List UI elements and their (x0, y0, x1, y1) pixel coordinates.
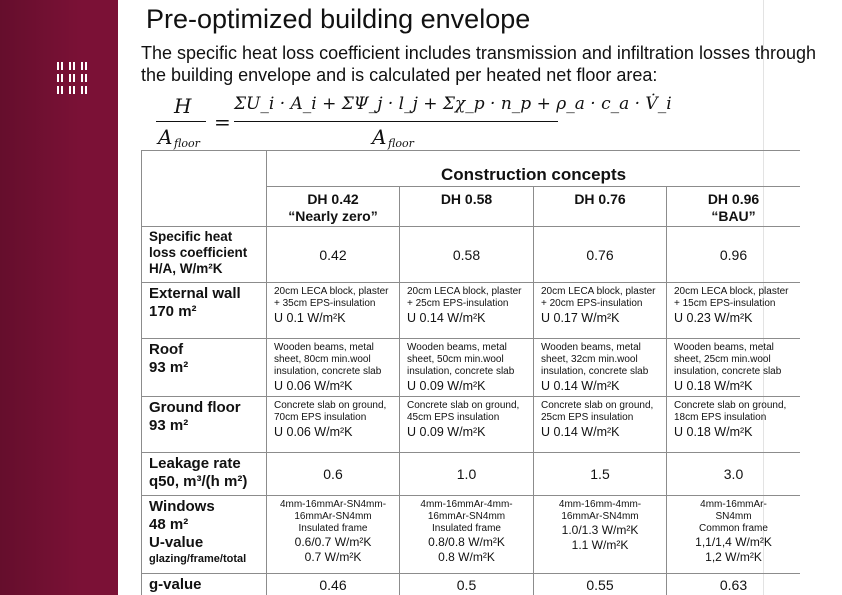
formula-lhs-numerator: H (174, 94, 192, 118)
wall-cell: 20cm LECA block, plaster + 20cm EPS-insulation U 0.17 W/m²K (534, 283, 667, 339)
window-cell: 4mm-16mmAr-4mm- 16mmAr-SN4mm Insulated frame 0.8/0.8 W/m²K 0.8 W/m²K (400, 496, 534, 574)
row-label-leakage: Leakage rate q50, m³/(h m²) (142, 453, 267, 496)
wall-cell: 20cm LECA block, plaster + 25cm EPS-insulation U 0.14 W/m²K (400, 283, 534, 339)
window-cell: 4mm-16mm-4mm- 16mmAr-SN4mm 1.0/1.3 W/m²K 1.1 W/m²K (534, 496, 667, 574)
formula-lhs-bar (156, 121, 206, 122)
construction-table-wrap (141, 150, 800, 595)
formula-rhs-numerator: ΣU_i · A_i + ΣΨ_j · l_j + Σχ_p · n_p + ρ_a · c_a · V̇_i (234, 94, 672, 114)
g-value: 0.46 (267, 574, 400, 595)
heat-loss-formula (152, 88, 672, 150)
leakage-value: 0.6 (267, 453, 400, 496)
intro-text: The specific heat loss coefficient includes transmission and infiltration losses through the building envelope and is calculated per heated net floor area: (141, 43, 817, 85)
row-label-external-wall: External wall 170 m² (142, 283, 267, 339)
sidebar-band (0, 0, 118, 595)
formula-lhs-sub: floor (174, 137, 200, 150)
concept-header: DH 0.96 “BAU” (667, 187, 801, 227)
g-value: 0.5 (400, 574, 534, 595)
leakage-value: 1.5 (534, 453, 667, 496)
floor-cell: Concrete slab on ground, 25cm EPS insulation U 0.14 W/m²K (534, 397, 667, 453)
roof-cell: Wooden beams, metal sheet, 80cm min.wool insulation, concrete slab U 0.06 W/m²K (267, 339, 400, 397)
construction-table (141, 150, 800, 595)
row-label-heat-loss: Specific heat loss coefficient H/A, W/m²K (142, 227, 267, 283)
heat-loss-value: 0.96 (667, 227, 801, 283)
grid-logo-icon (57, 62, 89, 94)
leakage-value: 3.0 (667, 453, 801, 496)
concept-header: DH 0.58 (400, 187, 534, 227)
wall-cell: 20cm LECA block, plaster + 15cm EPS-insulation U 0.23 W/m²K (667, 283, 801, 339)
g-value: 0.55 (534, 574, 667, 595)
leakage-value: 1.0 (400, 453, 534, 496)
concept-header: DH 0.76 (534, 187, 667, 227)
formula-equals: = (214, 110, 231, 134)
heat-loss-value: 0.42 (267, 227, 400, 283)
wall-cell: 20cm LECA block, plaster + 35cm EPS-insulation U 0.1 W/m²K (267, 283, 400, 339)
floor-cell: Concrete slab on ground, 70cm EPS insulation U 0.06 W/m²K (267, 397, 400, 453)
table-header: Construction concepts (267, 151, 801, 187)
formula-rhs-denominator: A (372, 125, 387, 149)
row-label-roof: Roof 93 m² (142, 339, 267, 397)
row-label-ground-floor: Ground floor 93 m² (142, 397, 267, 453)
formula-rhs-bar (234, 121, 558, 122)
g-value: 0.63 (667, 574, 801, 595)
concept-header: DH 0.42 “Nearly zero” (267, 187, 400, 227)
row-label-g-value: g-value (142, 574, 267, 595)
roof-cell: Wooden beams, metal sheet, 32cm min.wool insulation, concrete slab U 0.14 W/m²K (534, 339, 667, 397)
heat-loss-value: 0.58 (400, 227, 534, 283)
window-cell: 4mm-16mmAr-SN4mm- 16mmAr-SN4mm Insulated frame 0.6/0.7 W/m²K 0.7 W/m²K (267, 496, 400, 574)
window-cell: 4mm-16mmAr- SN4mm Common frame 1,1/1,4 W/m²K 1,2 W/m²K (667, 496, 801, 574)
formula-lhs-denominator: A (158, 125, 173, 149)
roof-cell: Wooden beams, metal sheet, 25cm min.wool insulation, concrete slab U 0.18 W/m²K (667, 339, 801, 397)
roof-cell: Wooden beams, metal sheet, 50cm min.wool insulation, concrete slab U 0.09 W/m²K (400, 339, 534, 397)
floor-cell: Concrete slab on ground, 45cm EPS insulation U 0.09 W/m²K (400, 397, 534, 453)
row-label-windows: Windows 48 m² U-value glazing/frame/total (142, 496, 267, 574)
corner-cell (142, 151, 267, 227)
floor-cell: Concrete slab on ground, 18cm EPS insulation U 0.18 W/m²K (667, 397, 801, 453)
heat-loss-value: 0.76 (534, 227, 667, 283)
formula-rhs-sub: floor (388, 137, 414, 150)
slide-title: Pre-optimized building envelope (146, 4, 531, 34)
